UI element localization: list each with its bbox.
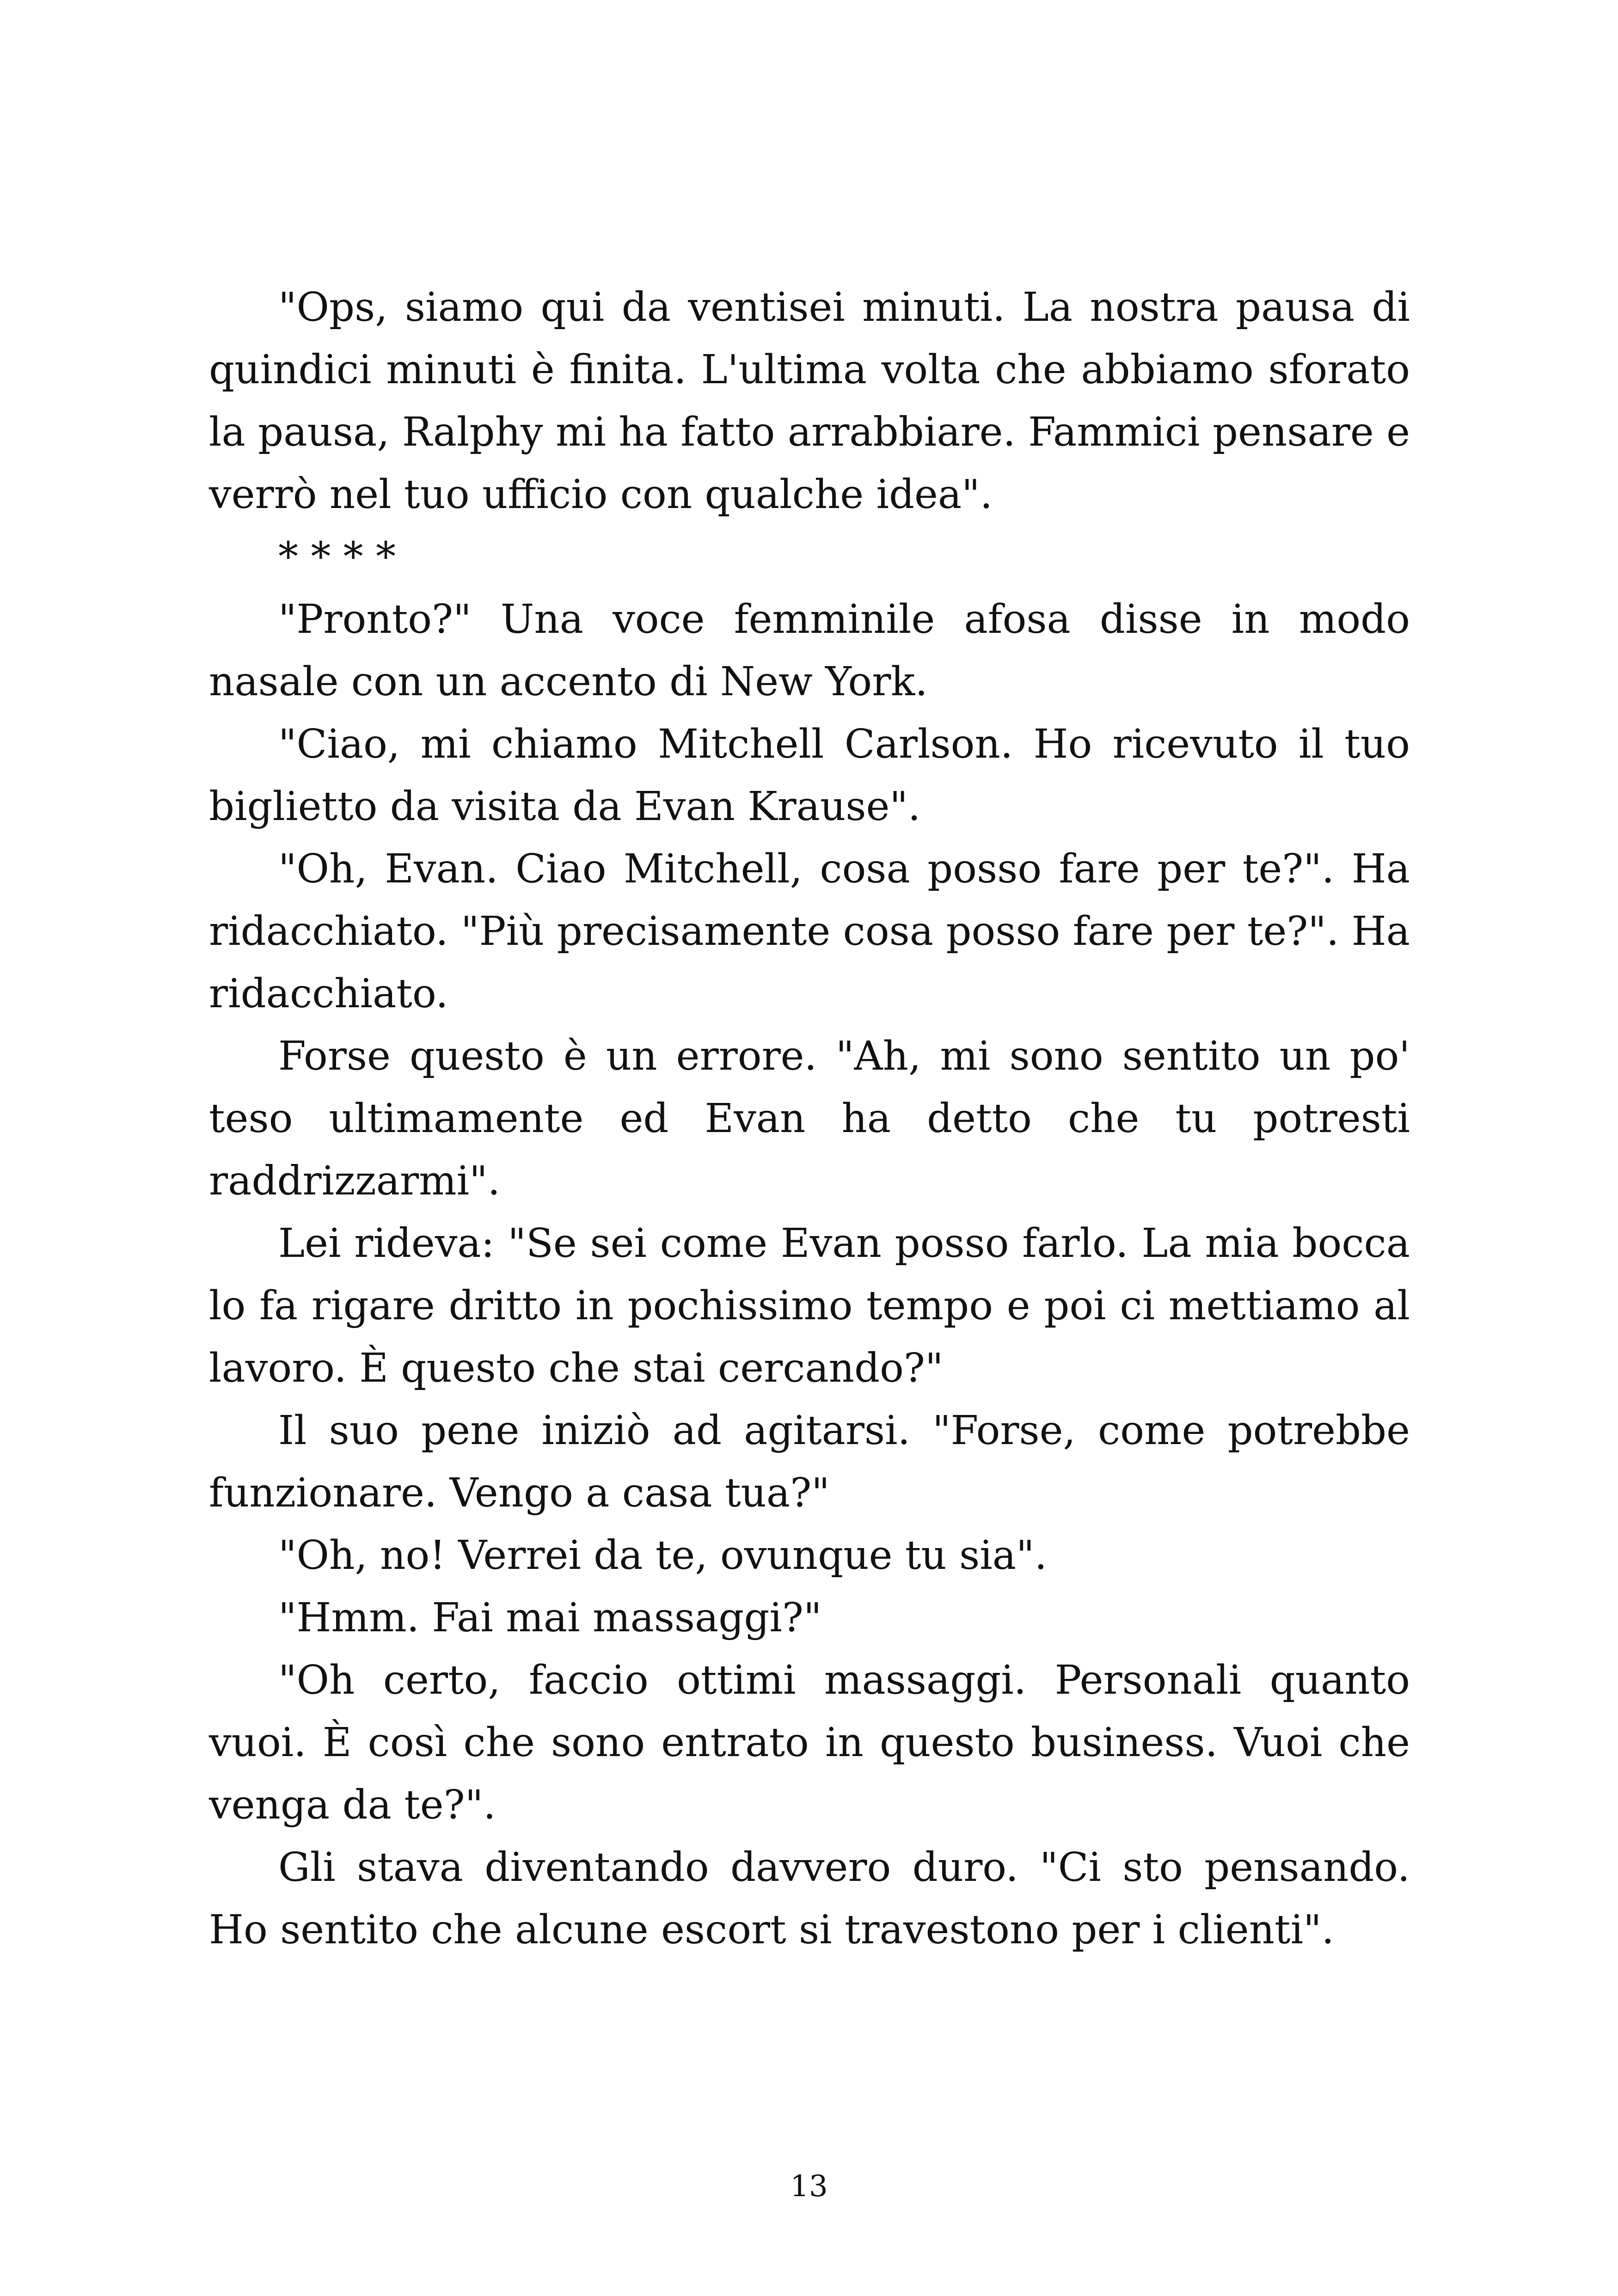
paragraph: "Oh, no! Verrei da te, ovunque tu sia".: [278, 1532, 1047, 1579]
paragraph: "Oh certo, faccio ottimi massaggi. Personali quanto vuoi. È così che sono entrato in questo business. Vuoi che venga da te?".: [209, 1657, 1410, 1828]
page-number: 13: [790, 2169, 828, 2204]
scene-break: * * * *: [278, 534, 396, 580]
paragraph: "Oh, Evan. Ciao Mitchell, cosa posso fare per te?". Ha ridacchiato. "Più precisamente cosa posso fare per te?". Ha ridacchiato.: [209, 846, 1410, 1017]
paragraph: Forse questo è un errore. "Ah, mi sono sentito un po' teso ultimamente ed Evan ha detto che tu potresti raddrizzarmi".: [209, 1033, 1410, 1204]
paragraph: "Ciao, mi chiamo Mitchell Carlson. Ho ricevuto il tuo biglietto da visita da Evan Krause".: [209, 721, 1410, 830]
paragraph: Lei rideva: "Se sei come Evan posso farlo. La mia bocca lo fa rigare dritto in pochissimo tempo e poi ci mettiamo al lavoro. È questo che stai cercando?": [209, 1220, 1410, 1391]
paragraph: "Ops, siamo qui da ventisei minuti. La nostra pausa di quindici minuti è finita. L'ultima volta che abbiamo sforato la pausa, Ralphy mi ha fatto arrabbiare. Fammici pensare e verrò nel tuo ufficio con qualche idea".: [209, 284, 1410, 518]
paragraph: "Hmm. Fai mai massaggi?": [278, 1595, 822, 1641]
paragraph: Gli stava diventando davvero duro. "Ci sto pensando. Ho sentito che alcune escort si travestono per i clienti".: [209, 1844, 1410, 1953]
paragraph: Il suo pene iniziò ad agitarsi. "Forse, come potrebbe funzionare. Vengo a casa tua?": [209, 1408, 1410, 1516]
paragraph: "Pronto?" Una voce femminile afosa disse in modo nasale con un accento di New York.: [209, 596, 1410, 705]
body-text: [209, 276, 1410, 1961]
